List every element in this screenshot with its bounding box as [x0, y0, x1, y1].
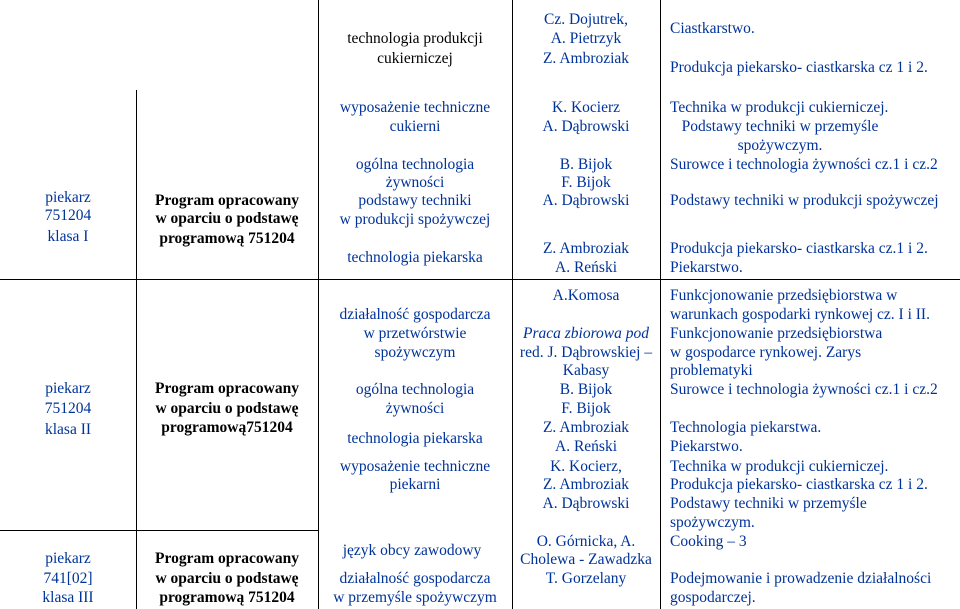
level-text: piekarz [45, 380, 91, 397]
title-text: Funkcjonowanie przedsiębiorstwa [670, 325, 883, 342]
level-text: 751204 [44, 400, 92, 417]
author-text: Kabasy [562, 362, 610, 379]
title-text: Podstawy techniki w przemyśle [681, 118, 879, 135]
col-divider-1 [136, 90, 137, 609]
author-text: Z. Ambroziak [542, 240, 630, 257]
author-text: A. Dąbrowski [542, 118, 630, 135]
title-text: Produkcja piekarsko- ciastkarska cz.1 i 2. [670, 240, 928, 257]
subject-text: w przemyśle spożywczym [333, 589, 497, 606]
subject-text: cukierniczej [377, 50, 453, 67]
program-text: Program opracowany [155, 192, 299, 209]
author-text: Z. Ambroziak [542, 476, 630, 493]
author-text: B. Bijok [559, 381, 613, 398]
title-text: Podstawy techniki w przemyśle [670, 495, 867, 512]
subject-text: piekarni [389, 476, 441, 493]
title-text: Podstawy techniki w produkcji spożywczej [670, 192, 939, 209]
program-text: Program opracowany [155, 380, 299, 397]
title-text: Technika w produkcji cukierniczej. [670, 99, 889, 116]
title-text: Technologia piekarstwa. [670, 419, 822, 436]
subject-text: technologia piekarska [347, 249, 483, 266]
title-text: warunkach gospodarki rynkowej cz. I i II. [670, 306, 930, 323]
level-text: 751204 [44, 207, 92, 224]
author-text: Cholewa - Zawadzka [520, 551, 652, 568]
subject-text: działalność gospodarcza [339, 570, 491, 587]
subject-text: spożywczym [374, 344, 456, 361]
col-divider-3 [512, 0, 513, 609]
title-text: problematyki [670, 362, 753, 379]
subject-text: wyposażenie techniczne [339, 99, 491, 116]
title-text: Technika w produkcji cukierniczej. [670, 458, 889, 475]
author-text: F. Bijok [561, 174, 611, 191]
author-text: T. Gorzelany [545, 570, 627, 587]
author-text: K. Kocierz, [550, 458, 622, 475]
title-text: Produkcja piekarsko- ciastkarska cz 1 i 2. [670, 59, 928, 76]
subject-text: żywności [385, 174, 445, 191]
level-text: piekarz [45, 189, 91, 206]
subject-text: cukierni [389, 118, 441, 135]
subject-text: działalność gospodarcza [339, 306, 491, 323]
title-text: Piekarstwo. [670, 438, 743, 455]
author-text: Cz. Dojutrek, [544, 11, 628, 28]
subject-text: podstawy techniki [358, 192, 472, 209]
program-text: w oparciu o podstawę [155, 210, 299, 227]
author-text: A. Reński [555, 259, 617, 276]
program-text: programową 751204 [159, 230, 295, 247]
subject-text: w przetwórstwie [363, 325, 467, 342]
level-text: klasa II [44, 421, 92, 438]
level-text: 741[02] [43, 570, 93, 587]
title-text: Produkcja piekarsko- ciastkarska cz 1 i 2. [670, 476, 928, 493]
title-text: Funkcjonowanie przedsiębiorstwa w [670, 287, 898, 304]
subject-text: wyposażenie techniczne [339, 458, 491, 475]
program-text: programową 751204 [159, 589, 295, 606]
author-text: Z. Ambroziak [542, 419, 630, 436]
title-text: Ciastkarstwo. [670, 20, 755, 37]
subject-text: ogólna technologia [355, 156, 475, 173]
author-text: K. Kocierz [552, 99, 620, 116]
author-text: O. Górnicka, A. [536, 533, 636, 550]
title-text: spożywczym. [670, 514, 755, 531]
program-text: w oparciu o podstawę [155, 400, 299, 417]
title-text: Surowce i technologia żywności cz.1 i cz.2 [670, 381, 938, 398]
author-text: F. Bijok [561, 400, 611, 417]
title-text: Surowce i technologia żywności cz.1 i cz.2 [670, 156, 938, 173]
subject-text: język obcy zawodowy [342, 542, 482, 559]
subject-text: ogólna technologia [355, 381, 475, 398]
title-text: Podejmowanie i prowadzenie działalności [670, 570, 932, 587]
author-text: Praca zbiorowa pod [522, 325, 650, 342]
author-text: A.Komosa [552, 287, 620, 304]
row-divider-2 [0, 530, 318, 531]
subject-text: w produkcji spożywczej [339, 211, 491, 228]
title-text: gospodarczej. [670, 589, 756, 606]
col-divider-2 [318, 0, 319, 609]
subject-text: technologia produkcji [347, 30, 483, 47]
subject-text: żywności [385, 400, 445, 417]
level-text: klasa III [42, 589, 94, 606]
title-text: w gospodarce rynkowej. Zarys [670, 344, 862, 361]
author-text: Z. Ambroziak [542, 50, 630, 67]
author-text: B. Bijok [559, 156, 613, 173]
author-text: A. Pietrzyk [550, 30, 622, 47]
author-text: A. Dąbrowski [542, 192, 630, 209]
col-divider-4 [660, 0, 661, 609]
program-text: programową751204 [161, 419, 293, 436]
program-text: Program opracowany [155, 550, 299, 567]
title-text: Piekarstwo. [670, 259, 743, 276]
subject-text: technologia piekarska [347, 430, 483, 447]
row-divider-1 [0, 279, 960, 280]
program-text: w oparciu o podstawę [155, 570, 299, 587]
title-text: Cooking – 3 [670, 533, 747, 550]
author-text: A. Dąbrowski [542, 495, 630, 512]
title-text: spożywczym. [737, 137, 823, 154]
level-text: piekarz [45, 550, 91, 567]
author-text: A. Reński [555, 438, 617, 455]
level-text: klasa I [47, 228, 89, 245]
author-text: red. J. Dąbrowskiej – [519, 344, 653, 361]
